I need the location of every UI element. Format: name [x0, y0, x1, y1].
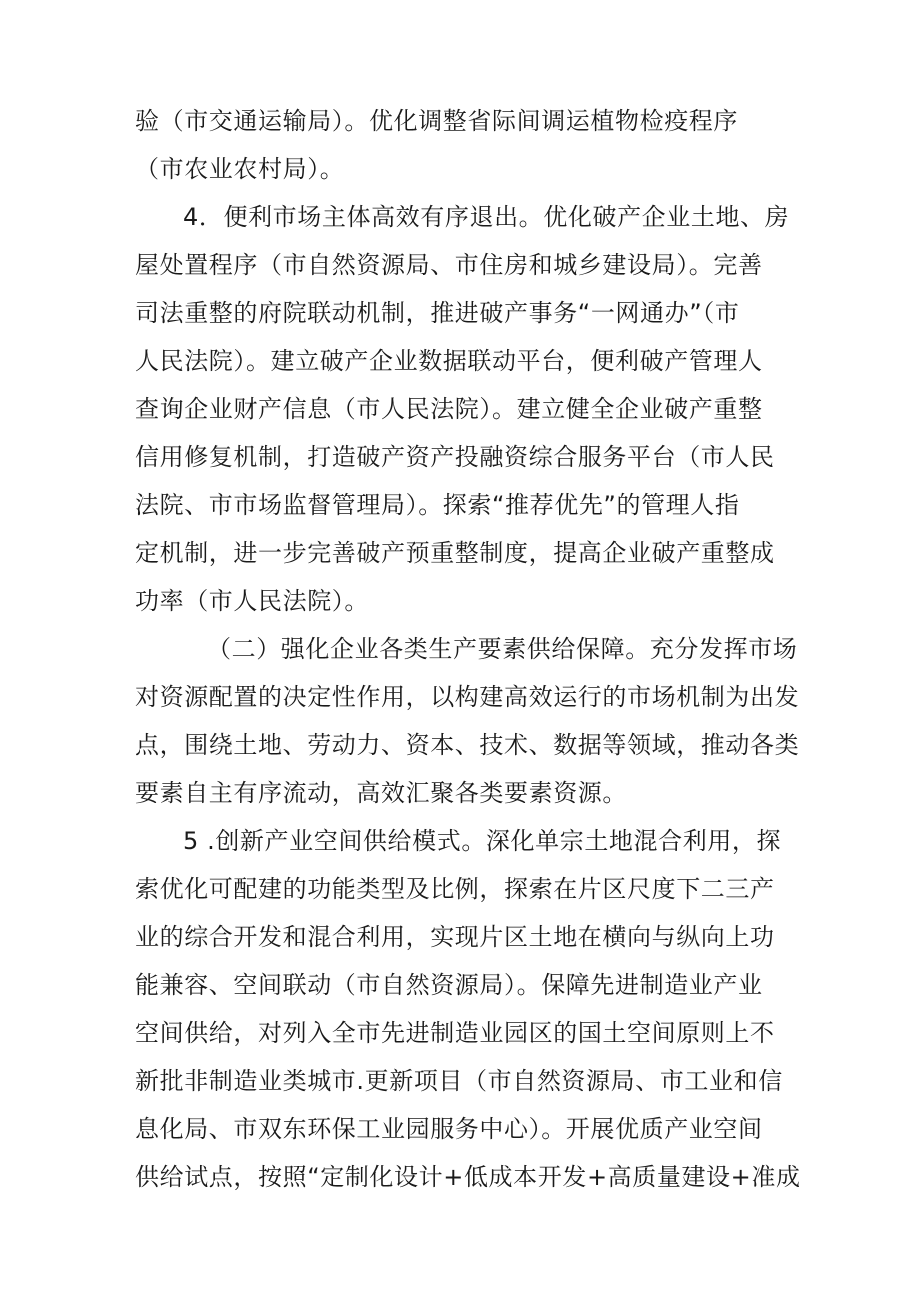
section-heading-2: （二）强化企业各类生产要素供给保障。充分发挥市场: [207, 635, 798, 663]
text-line: 法院、市市场监督管理局）。探索“推荐优先”的管理人指: [135, 491, 740, 519]
text-line: 屋处置程序（市自然资源局、市住房和城乡建设局）。完善: [135, 251, 763, 279]
text-line: 定机制，进一步完善破产预重整制度，提高企业破产重整成: [135, 539, 775, 567]
text-line: 查询企业财产信息（市人民法院）。建立健全企业破产重整: [135, 395, 763, 423]
text-line: 验（市交通运输局）。优化调整省际间调运植物检疫程序: [135, 107, 738, 135]
text-line: 对资源配置的决定性作用，以构建高效运行的市场机制为出发: [135, 683, 800, 711]
text-line: 信用修复机制，打造破产资产投融资综合服务平台（市人民: [135, 443, 775, 471]
list-item-heading-5: 5 .创新产业空间供给模式。深化单宗土地混合利用，探: [183, 827, 782, 855]
text-line: 索优化可配建的功能类型及比例，探索在片区尺度下二三产: [135, 875, 775, 903]
text-line: （市农业农村局）。: [135, 155, 345, 183]
text-line: 供给试点，按照“定制化设计+低成本开发+高质量建设+准成: [135, 1163, 801, 1191]
text-line: 司法重整的府院联动机制，推进破产事务“一网通办”（市: [135, 299, 740, 327]
text-line: 人民法院）。建立破产企业数据联动平台，便利破产管理人: [135, 347, 763, 375]
text-line: 要素自主有序流动，高效汇聚各类要素资源。: [135, 779, 627, 807]
text-line: 息化局、市双东环保工业园服务中心）。开展优质产业空间: [135, 1115, 763, 1143]
text-line: 点，围绕土地、劳动力、资本、技术、数据等领域，推动各类: [135, 731, 800, 759]
text-line: 能兼容、空间联动（市自然资源局）。保障先进制造业产业: [135, 971, 763, 999]
text-line: 新批非制造业类城市.更新项目（市自然资源局、市工业和信: [135, 1067, 783, 1095]
text-line: 功率（市人民法院）。: [135, 587, 369, 615]
list-item-heading-4: 4．便利市场主体高效有序退出。优化破产企业土地、房: [183, 203, 790, 231]
text-line: 空间供给，对列入全市先进制造业园区的国土空间原则上不: [135, 1019, 775, 1047]
text-line: 业的综合开发和混合利用，实现片区土地在横向与纵向上功: [135, 923, 775, 951]
